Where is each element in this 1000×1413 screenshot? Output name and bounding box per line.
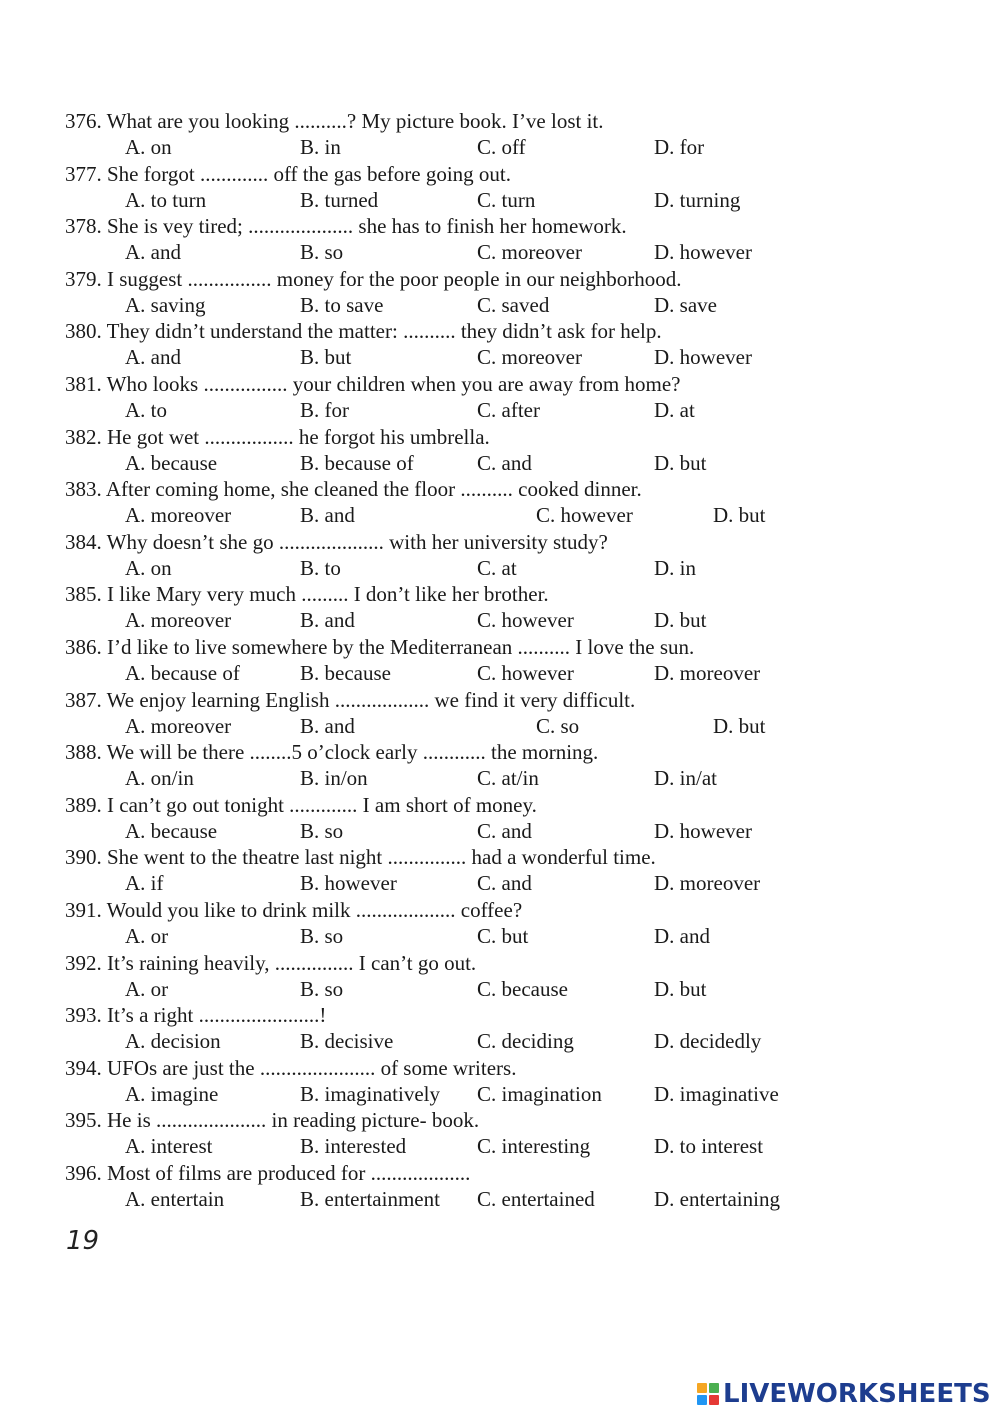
answer-option-c[interactable]: C. at/in xyxy=(477,766,539,791)
answer-option-c[interactable]: C. moreover xyxy=(477,240,582,265)
answer-option-b[interactable]: B. in xyxy=(300,135,341,159)
answer-option-a[interactable]: A. on xyxy=(125,135,172,159)
answer-option-b[interactable]: B. and xyxy=(300,608,355,633)
answer-option-b[interactable]: B. for xyxy=(300,398,349,422)
answer-option-c[interactable]: C. and xyxy=(477,818,532,843)
answer-option-b[interactable]: B. so xyxy=(300,818,344,843)
answer-option-a[interactable]: A. because xyxy=(125,818,218,843)
answer-option-c[interactable]: C. however xyxy=(477,608,574,633)
question-item xyxy=(65,161,965,214)
answer-option-a[interactable]: A. decision xyxy=(125,1029,221,1054)
answer-option-d[interactable]: D. at xyxy=(654,398,695,422)
question-text: 393. It’s a right .......................! xyxy=(65,1003,327,1028)
answer-option-a[interactable]: A. or xyxy=(125,976,169,1001)
answer-option-c[interactable]: C. entertained xyxy=(477,1187,595,1211)
answer-option-d[interactable]: D. and xyxy=(654,924,710,948)
question-item xyxy=(65,581,965,634)
answer-option-c[interactable]: C. saved xyxy=(477,292,550,317)
answer-option-a[interactable]: A. and xyxy=(125,240,181,265)
question-item xyxy=(65,687,965,740)
question-text: 384. Why doesn’t she go .................... with her university study? xyxy=(65,529,608,554)
logo-square-2 xyxy=(709,1383,719,1393)
logo-square-1 xyxy=(697,1383,707,1393)
question-text: 394. UFOs are just the ...................... of some writers. xyxy=(65,1055,517,1080)
question-item xyxy=(65,792,965,845)
question-text: 386. I’d like to live somewhere by the Mediterranean .......... I love the sun. xyxy=(65,635,695,659)
question-item xyxy=(65,950,965,1003)
answer-option-b[interactable]: B. in/on xyxy=(300,766,368,791)
question-item xyxy=(65,1107,965,1160)
logo-square-4 xyxy=(709,1395,719,1405)
question-text: 391. Would you like to drink milk ................... coffee? xyxy=(65,898,523,922)
question-item xyxy=(65,1055,965,1108)
question-item xyxy=(65,1160,965,1213)
answer-option-b[interactable]: B. entertainment xyxy=(300,1187,440,1211)
question-text: 389. I can’t go out tonight ............. I am short of money. xyxy=(65,792,537,817)
answer-option-b[interactable]: B. so xyxy=(300,240,344,265)
answer-option-d[interactable]: D. to interest xyxy=(654,1134,764,1159)
answer-option-d[interactable]: D. entertaining xyxy=(654,1187,780,1211)
answer-option-c[interactable]: C. however xyxy=(477,661,574,685)
liveworksheets-logo-icon xyxy=(697,1383,719,1405)
answer-option-a[interactable]: A. saving xyxy=(125,292,206,317)
question-text: 378. She is vey tired; .................... she has to finish her homework. xyxy=(65,214,627,239)
answer-option-a[interactable]: A. interest xyxy=(125,1134,213,1159)
question-text: 380. They didn’t understand the matter: .......... they didn’t ask for help. xyxy=(65,319,662,344)
question-text: 379. I suggest ................ money for the poor people in our neighborhood. xyxy=(65,266,682,291)
question-text: 377. She forgot ............. off the gas before going out. xyxy=(65,161,511,186)
answer-option-c[interactable]: C. so xyxy=(536,713,580,738)
answer-option-c[interactable]: C. but xyxy=(477,924,529,948)
question-item xyxy=(65,739,965,792)
answer-option-c[interactable]: C. because xyxy=(477,976,568,1001)
logo-square-3 xyxy=(697,1395,707,1405)
question-item xyxy=(65,897,965,950)
answer-option-c[interactable]: C. moreover xyxy=(477,345,582,370)
answer-option-c[interactable]: C. off xyxy=(477,135,526,159)
answer-option-c[interactable]: C. interesting xyxy=(477,1134,591,1159)
answer-option-a[interactable]: A. to xyxy=(125,398,167,422)
answer-option-a[interactable]: A. because xyxy=(125,450,218,475)
question-item xyxy=(65,213,965,266)
answer-option-a[interactable]: A. to turn xyxy=(125,187,207,212)
answer-option-a[interactable]: A. entertain xyxy=(125,1187,225,1211)
question-item xyxy=(65,108,965,161)
answer-option-c[interactable]: C. however xyxy=(536,503,633,528)
liveworksheets-brand xyxy=(697,1378,991,1410)
question-item xyxy=(65,371,965,424)
question-item xyxy=(65,634,965,687)
question-text: 381. Who looks ................ your children when you are away from home? xyxy=(65,372,681,396)
answer-option-b[interactable]: B. because xyxy=(300,661,391,685)
answer-option-b[interactable]: B. and xyxy=(300,713,355,738)
answer-option-d[interactable]: D. but xyxy=(654,608,707,633)
question-item xyxy=(65,476,965,529)
answer-option-b[interactable]: B. turned xyxy=(300,187,379,212)
question-item xyxy=(65,844,965,897)
question-text: 385. I like Mary very much ......... I don’t like her brother. xyxy=(65,582,549,607)
answer-option-a[interactable]: A. moreover xyxy=(125,608,232,633)
answer-option-c[interactable]: C. imagination xyxy=(477,1081,602,1106)
answer-option-b[interactable]: B. imaginatively xyxy=(300,1081,440,1106)
question-text: 388. We will be there ........5 o’clock early ............ the morning. xyxy=(65,740,599,765)
answer-option-a[interactable]: A. and xyxy=(125,345,181,370)
answer-option-b[interactable]: B. however xyxy=(300,871,397,896)
answer-option-a[interactable]: A. imagine xyxy=(125,1081,219,1106)
answer-option-d[interactable]: D. in/at xyxy=(654,766,717,791)
answer-option-d[interactable]: D. however xyxy=(654,345,752,370)
answer-option-b[interactable]: B. and xyxy=(300,503,355,528)
question-item xyxy=(65,266,965,319)
question-text: 383. After coming home, she cleaned the floor .......... cooked dinner. xyxy=(65,477,642,502)
answer-option-d[interactable]: D. save xyxy=(654,292,717,317)
answer-option-c[interactable]: C. and xyxy=(477,450,532,475)
answer-option-d[interactable]: D. but xyxy=(713,503,766,528)
answer-option-d[interactable]: D. turning xyxy=(654,187,741,212)
answer-option-d[interactable]: D. however xyxy=(654,818,752,843)
question-item xyxy=(65,1002,965,1055)
answer-option-c[interactable]: C. after xyxy=(477,398,540,422)
question-text: 396. Most of films are produced for ................... xyxy=(65,1161,471,1185)
question-text: 387. We enjoy learning English .................. we find it very difficult. xyxy=(65,687,636,712)
question-text: 382. He got wet ................. he forgot his umbrella. xyxy=(65,424,490,449)
answer-option-d[interactable]: D. moreover xyxy=(654,871,761,896)
answer-option-c[interactable]: C. at xyxy=(477,555,517,580)
question-text: 395. He is ..................... in reading picture- book. xyxy=(65,1108,480,1133)
answer-option-b[interactable]: B. so xyxy=(300,976,344,1001)
answer-option-a[interactable]: A. on xyxy=(125,555,172,580)
answer-option-d[interactable]: D. however xyxy=(654,240,752,265)
answer-option-d[interactable]: D. decidedly xyxy=(654,1029,762,1054)
answer-option-b[interactable]: B. decisive xyxy=(300,1029,394,1054)
question-text: 376. What are you looking ..........? My picture book. I’ve lost it. xyxy=(65,109,604,133)
answer-option-a[interactable]: A. because of xyxy=(125,661,240,685)
answer-option-a[interactable]: A. moreover xyxy=(125,713,232,738)
answer-option-b[interactable]: B. to xyxy=(300,555,341,580)
answer-option-c[interactable]: C. deciding xyxy=(477,1029,574,1054)
answer-option-d[interactable]: D. for xyxy=(654,135,705,159)
answer-option-d[interactable]: D. in xyxy=(654,555,696,580)
question-text: 392. It’s raining heavily, ............... I can’t go out. xyxy=(65,950,477,975)
question-item xyxy=(65,529,965,582)
answer-option-d[interactable]: D. moreover xyxy=(654,661,761,685)
answer-option-d[interactable]: D. but xyxy=(654,450,707,475)
answer-option-b[interactable]: B. interested xyxy=(300,1134,407,1159)
answer-option-b[interactable]: B. so xyxy=(300,924,344,948)
answer-option-a[interactable]: A. moreover xyxy=(125,503,232,528)
answer-option-b[interactable]: B. because of xyxy=(300,450,414,475)
answer-option-b[interactable]: B. but xyxy=(300,345,352,370)
answer-option-d[interactable]: D. imaginative xyxy=(654,1081,779,1106)
question-item xyxy=(65,424,965,477)
answer-option-a[interactable]: A. on/in xyxy=(125,766,194,791)
question-item xyxy=(65,318,965,371)
page-number: 19 xyxy=(66,1226,100,1256)
answer-option-d[interactable]: D. but xyxy=(654,976,707,1001)
answer-option-c[interactable]: C. and xyxy=(477,871,532,896)
answer-option-c[interactable]: C. turn xyxy=(477,187,536,212)
answer-option-a[interactable]: A. if xyxy=(125,871,164,896)
answer-option-d[interactable]: D. but xyxy=(713,713,766,738)
answer-option-a[interactable]: A. or xyxy=(125,924,169,948)
answer-option-b[interactable]: B. to save xyxy=(300,292,384,317)
question-text: 390. She went to the theatre last night ............... had a wonderful time. xyxy=(65,845,656,870)
brand-name: LIVEWORKSHEETS xyxy=(723,1379,991,1409)
